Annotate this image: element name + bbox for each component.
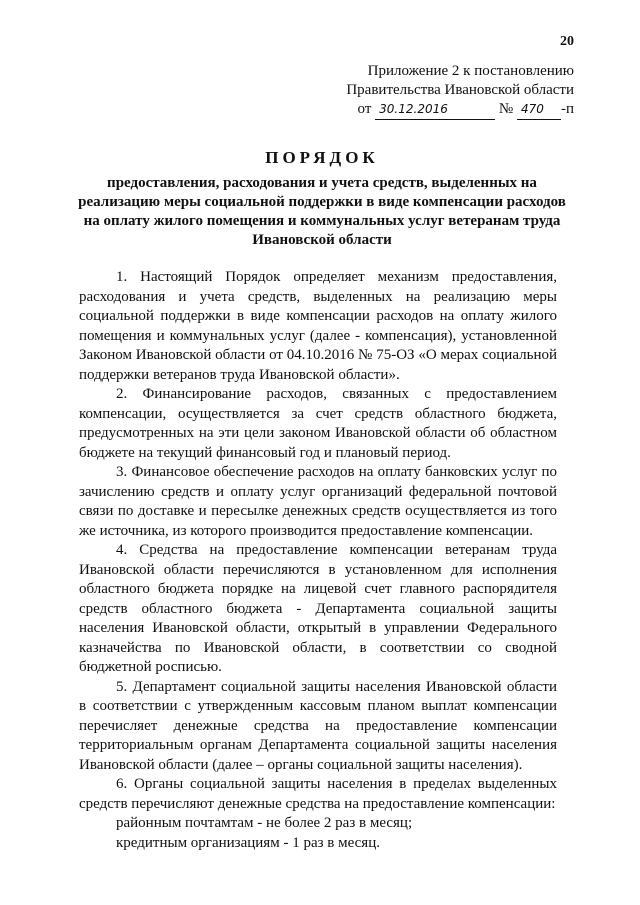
from-label: от [357,101,372,117]
document-title: ПОРЯДОК [265,148,379,167]
paragraph-4: 4. Средства на предоставление компенсации ветеранам труда Ивановской области перечисляются в установленном для исполнения областного бюджета порядке на лицевой счет главного распорядителя средств областного бюджета - Департамента социальной защиты населения Ивановской области, открытый в управлении Федерального казначейства по Ивановской области, в соответствии со сводной бюджетной росписью. [79,542,557,675]
document-title-block [70,148,574,250]
list-item-credit: кредитным организациям - 1 раз в месяц. [116,834,380,851]
number-suffix: -п [560,101,574,117]
number-label: № [498,101,514,117]
handwritten-number: 470 [517,100,561,120]
paragraph-6: 6. Органы социальной защиты населения в пределах выделенных средств перечисляют денежные средства на предоставление компенсации: [79,776,557,812]
paragraph-3: 3. Финансовое обеспечение расходов на оплату банковских услуг по зачислению средств и оплату услуг организаций федеральной почтовой связи по доставке и пересылке денежных средств осуществляется из того же источника, из которого производится предоставление компенсации. [79,464,557,539]
appendix-line-2: Правительства Ивановской области [346,82,574,98]
handwritten-date: 30.12.2016 [375,100,495,120]
paragraph-2: 2. Финансирование расходов, связанных с предоставлением компенсации, осуществляется за счет средств областного бюджета, предусмотренных на эти цели законом Ивановской области об областном бюджете на текущий финансовый год и плановый период. [79,386,557,461]
document-body [79,268,557,853]
appendix-date-number-row [274,100,574,120]
paragraph-5: 5. Департамент социальной защиты населения Ивановской области в соответствии с утвержденным кассовым планом выплат компенсации перечисляет денежные средства на предоставление компенсации территориальным органам Департамента социальной защиты населения Ивановской области (далее – органы социальной защиты населения). [79,678,557,773]
paragraph-1: 1. Настоящий Порядок определяет механизм предоставления, расходования и учета средств, выделенных на реализацию меры социальной поддержки в виде компенсации расходов на оплату жилого помещения и коммунальных услуг (далее - компенсация), установленной Законом Ивановской области от 04.10.2016 № 75-ОЗ «О мерах социальной поддержки ветеранов труда Ивановской области». [79,269,557,383]
appendix-header [274,62,574,120]
list-item-postal: районным почтамтам - не более 2 раз в месяц; [116,815,413,831]
appendix-line-1: Приложение 2 к постановлению [367,63,574,79]
page-number: 20 [560,34,574,49]
document-subtitle: предоставления, расходования и учета средств, выделенных на реализацию меры социальной поддержки в виде компенсации расходов на оплату жилого помещения и коммунальных услуг ветеранам труда Ивановской области [78,175,566,248]
